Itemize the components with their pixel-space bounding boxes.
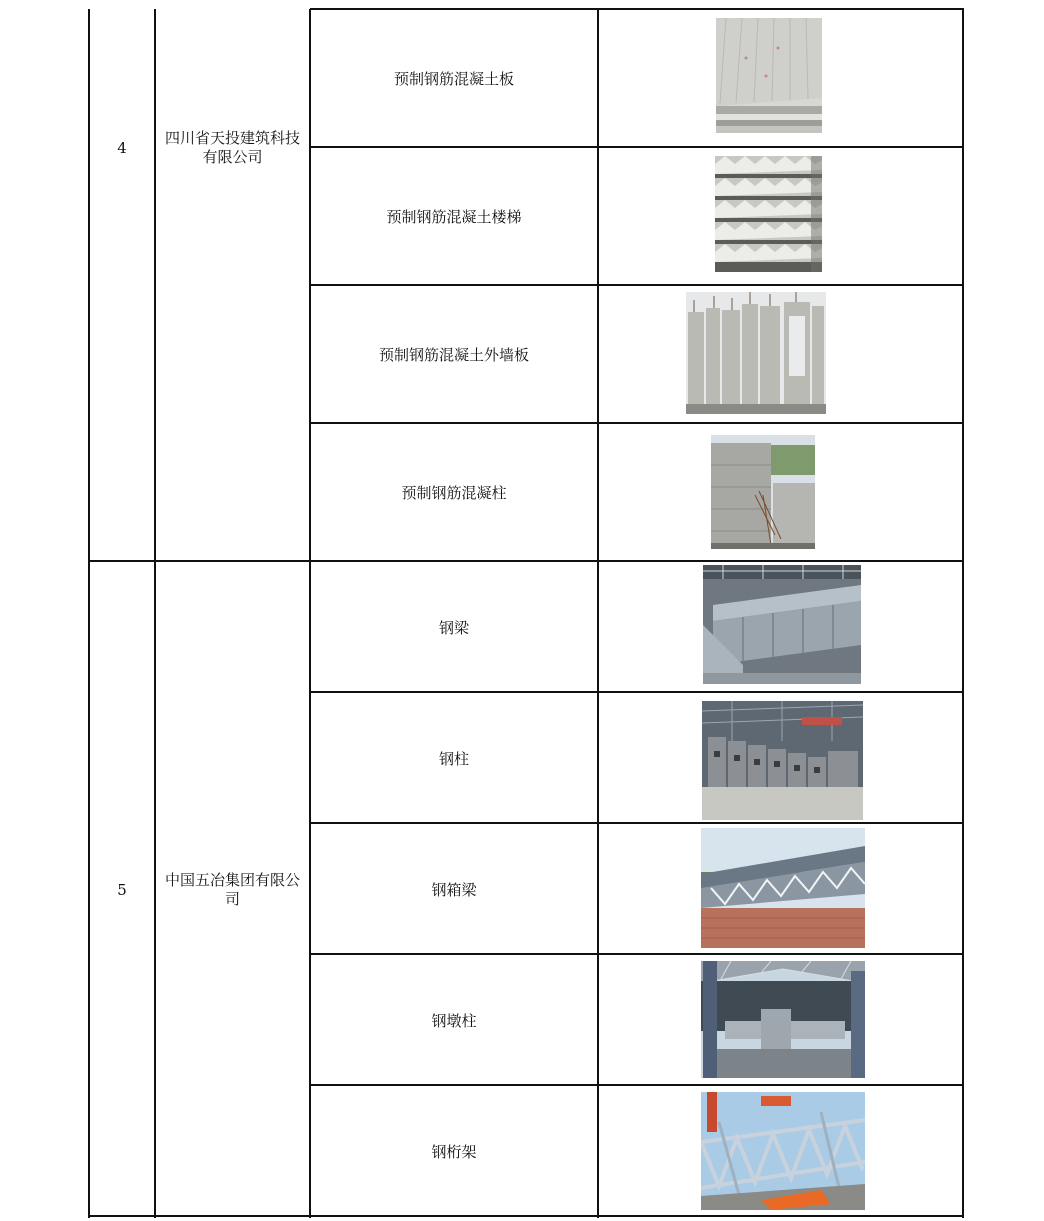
row-line <box>310 1084 964 1086</box>
concrete-stair-photo <box>715 156 822 272</box>
row-line <box>310 284 964 286</box>
row-line <box>310 691 964 693</box>
product-name: 预制钢筋混凝土楼梯 <box>386 208 522 226</box>
company-name-line: 中国五冶集团有限公 <box>164 871 300 889</box>
group-number: 4 <box>117 139 127 157</box>
product-name: 钢梁 <box>438 619 469 637</box>
company-name-line: 四川省天投建筑科技 <box>164 129 300 147</box>
product-name: 钢箱梁 <box>431 881 477 899</box>
company-name <box>156 871 309 909</box>
product-name: 预制钢筋混凝柱 <box>401 484 507 502</box>
company-name-line: 有限公司 <box>202 148 263 166</box>
row-line <box>310 146 964 148</box>
company-name-line: 司 <box>224 890 240 908</box>
table-border-name <box>597 9 599 1218</box>
table-border-bottom <box>88 1215 964 1217</box>
steel-beam-photo <box>703 565 861 684</box>
steel-column-photo <box>702 701 863 820</box>
row-line <box>310 8 964 10</box>
product-name: 预制钢筋混凝土板 <box>393 70 514 88</box>
table-border-left <box>88 9 90 1218</box>
row-line <box>310 822 964 824</box>
table-border-no <box>154 9 156 1218</box>
row-line <box>310 422 964 424</box>
group-line <box>88 560 964 562</box>
steel-box-girder-photo <box>701 828 865 948</box>
product-name: 钢墩柱 <box>431 1012 477 1030</box>
steel-pier-column-photo <box>701 961 865 1078</box>
table-border-right <box>962 9 964 1218</box>
product-name: 钢桁架 <box>431 1143 477 1161</box>
product-name: 预制钢筋混凝土外墙板 <box>378 346 529 364</box>
concrete-wall-panel-photo <box>686 292 826 414</box>
product-name: 钢柱 <box>438 750 469 768</box>
concrete-column-photo <box>711 435 815 549</box>
steel-truss-photo <box>701 1092 865 1210</box>
concrete-slab-photo <box>716 18 822 133</box>
group-number: 5 <box>117 881 127 899</box>
row-line <box>310 953 964 955</box>
table-border-company <box>309 9 311 1218</box>
company-name <box>156 129 309 167</box>
